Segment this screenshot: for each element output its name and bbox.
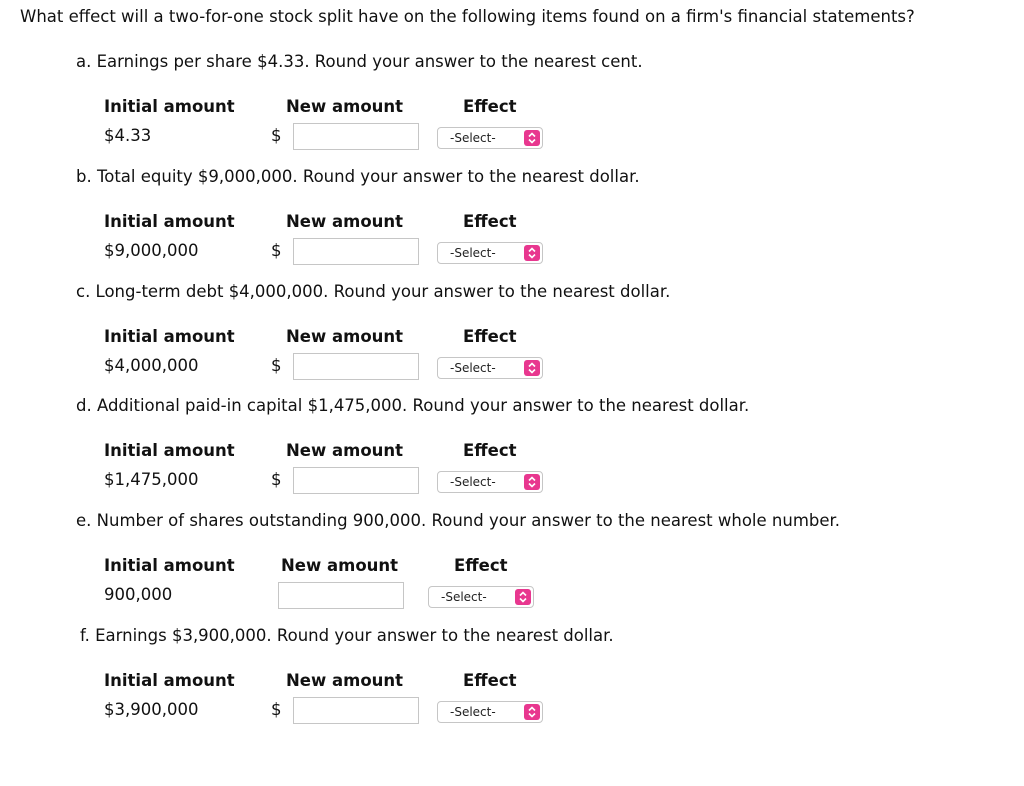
part-b-initial-amount: $9,000,000 [104,241,199,260]
part-e-prompt: e. Number of shares outstanding 900,000. Round your answer to the nearest whole number. [76,511,841,530]
part-b-prompt: b. Total equity $9,000,000. Round your answer to the nearest dollar. [76,167,640,186]
up-down-chevron-icon [524,704,540,720]
part-a-header-effect: Effect [463,97,517,116]
part-c-header-initial: Initial amount [104,327,235,346]
part-c-header-new: New amount [286,327,404,346]
up-down-chevron-icon [524,360,540,376]
part-f-prompt: f. Earnings $3,900,000. Round your answer to the nearest dollar. [80,626,614,645]
part-a-header-initial: Initial amount [104,97,235,116]
up-down-chevron-icon [524,474,540,490]
part-e-header-new: New amount [281,556,399,575]
part-b-header-effect: Effect [463,212,517,231]
part-e-header-effect: Effect [454,556,508,575]
part-a-initial-amount: $4.33 [104,126,152,145]
part-f-effect-select[interactable] [437,701,543,723]
part-e-initial-amount: 900,000 [104,585,173,604]
part-b-header-new: New amount [286,212,404,231]
part-a-new-amount-input[interactable] [293,123,419,150]
part-d-header-effect: Effect [463,441,517,460]
up-down-chevron-icon [515,589,531,605]
up-down-chevron-icon [524,245,540,261]
part-c-effect-select-value: -Select- [450,361,496,375]
part-c-prompt: c. Long-term debt $4,000,000. Round your answer to the nearest dollar. [76,282,671,301]
part-a-header-new: New amount [286,97,404,116]
part-c-effect-select[interactable] [437,357,543,379]
part-e-effect-select-value: -Select- [441,590,487,604]
part-b-new-amount-input[interactable] [293,238,419,265]
part-a-effect-select-value: -Select- [450,131,496,145]
part-c-dollar-sign: $ [271,356,282,375]
part-b-header-initial: Initial amount [104,212,235,231]
part-b-effect-select[interactable] [437,242,543,264]
part-f-dollar-sign: $ [271,700,282,719]
part-e-effect-select[interactable] [428,586,534,608]
part-f-header-new: New amount [286,671,404,690]
part-b-effect-select-value: -Select- [450,246,496,260]
part-d-header-new: New amount [286,441,404,460]
part-c-header-effect: Effect [463,327,517,346]
up-down-chevron-icon [524,130,540,146]
part-c-initial-amount: $4,000,000 [104,356,199,375]
part-b-dollar-sign: $ [271,241,282,260]
part-f-new-amount-input[interactable] [293,697,419,724]
part-d-header-initial: Initial amount [104,441,235,460]
part-f-header-initial: Initial amount [104,671,235,690]
part-d-effect-select-value: -Select- [450,475,496,489]
part-e-new-amount-input[interactable] [278,582,404,609]
part-a-dollar-sign: $ [271,126,282,145]
part-a-effect-select[interactable] [437,127,543,149]
part-d-prompt: d. Additional paid-in capital $1,475,000. Round your answer to the nearest dollar. [76,396,750,415]
question-text: What effect will a two-for-one stock split have on the following items found on a firm's financial statements? [20,7,915,26]
part-f-initial-amount: $3,900,000 [104,700,199,719]
part-d-dollar-sign: $ [271,470,282,489]
part-f-header-effect: Effect [463,671,517,690]
part-d-new-amount-input[interactable] [293,467,419,494]
part-c-new-amount-input[interactable] [293,353,419,380]
part-e-header-initial: Initial amount [104,556,235,575]
part-d-initial-amount: $1,475,000 [104,470,199,489]
part-d-effect-select[interactable] [437,471,543,493]
part-f-effect-select-value: -Select- [450,705,496,719]
part-a-prompt: a. Earnings per share $4.33. Round your answer to the nearest cent. [76,52,643,71]
